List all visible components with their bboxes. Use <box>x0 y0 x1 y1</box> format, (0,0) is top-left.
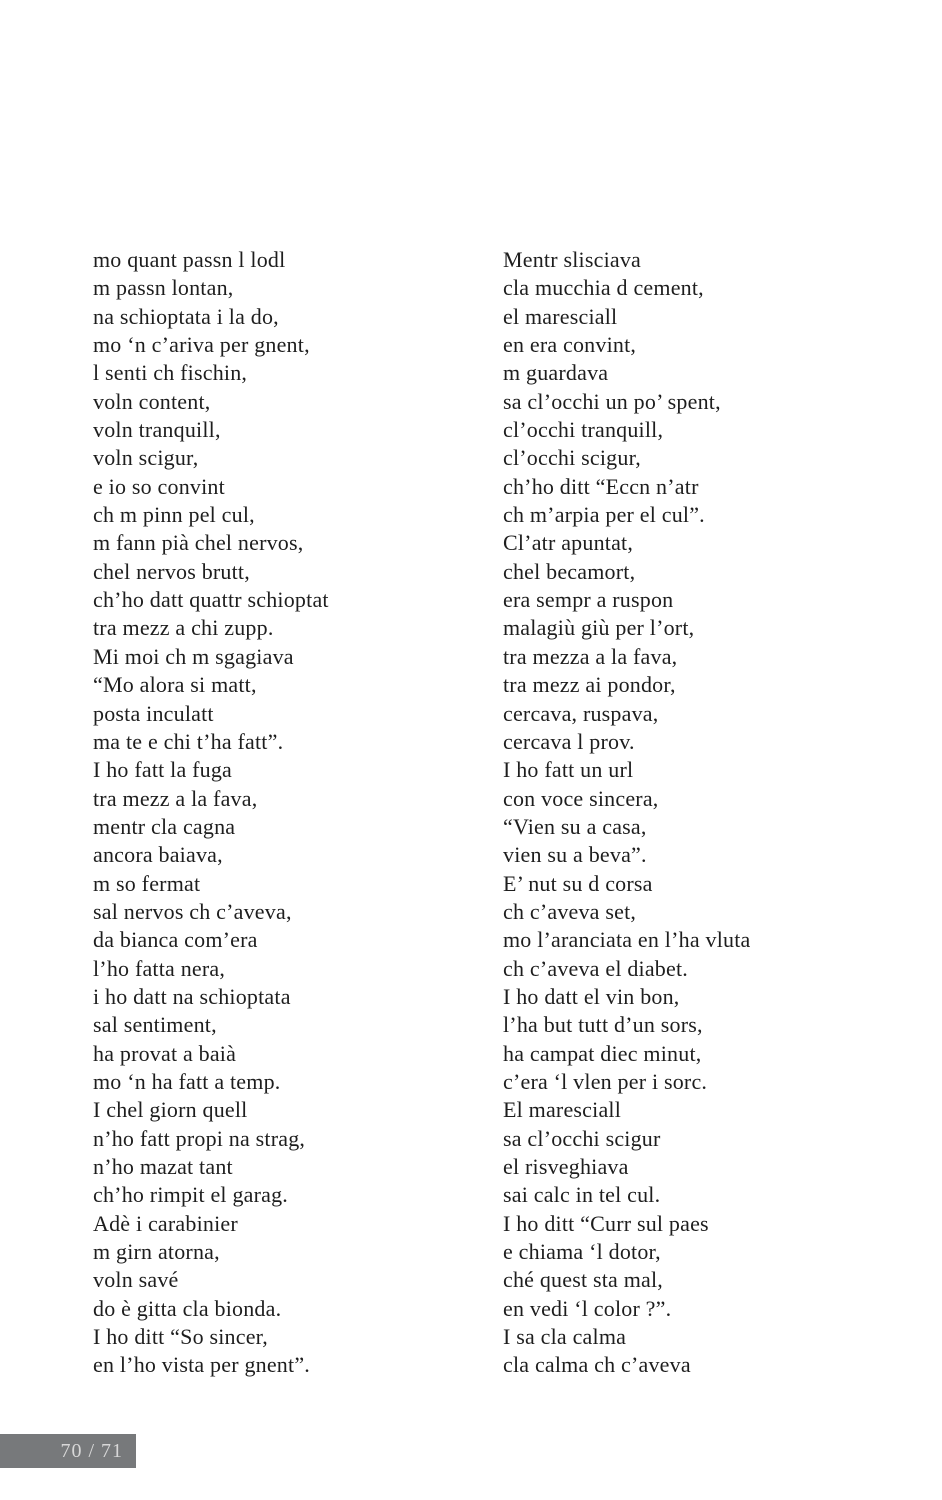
poem-line: ch c’aveva el diabet. <box>503 955 688 981</box>
page-number-box <box>0 1434 136 1468</box>
poem-line: sai calc in tel cul. <box>503 1182 661 1208</box>
poem-line: l’ha but tutt d’un sors, <box>503 1012 703 1038</box>
poem-line: chel becamort, <box>503 558 636 584</box>
poem-line: el risveghiava <box>503 1154 629 1179</box>
poem-line: ché quest sta mal, <box>503 1267 663 1293</box>
poem-line: mentr cla cagna <box>93 813 236 839</box>
poem-line: ch’ho ditt “Eccn n’atr <box>503 473 699 499</box>
poem-line: malagiù giù per l’ort, <box>503 615 695 641</box>
poem-line: voln savé <box>93 1267 179 1293</box>
poem-line: en l’ho vista per gnent”. <box>93 1352 310 1378</box>
poem-line: cl’occhi tranquill, <box>503 417 664 443</box>
poem-line: n’ho mazat tant <box>93 1154 233 1179</box>
poem-line: m passn lontan, <box>93 275 234 301</box>
poem-line: mo ‘n ha fatt a temp. <box>93 1068 281 1094</box>
poem-line: vien su a beva”. <box>503 842 647 868</box>
poem-line: sa cl’occhi scigur <box>503 1125 661 1151</box>
poem-line: cercava, ruspava, <box>503 700 659 726</box>
poem-line: posta inculatt <box>93 700 214 726</box>
poem-line: m fann pià chel nervos, <box>93 530 304 556</box>
poem-line: tra mezz a la fava, <box>93 785 258 811</box>
poem-line: E’ nut su d corsa <box>503 870 653 896</box>
poem-line: voln tranquill, <box>93 417 221 443</box>
poem-column-left <box>93 246 329 1380</box>
poem-line: chel nervos brutt, <box>93 558 250 584</box>
poem-line: ch m pinn pel cul, <box>93 502 255 528</box>
poem-line: I chel giorn quell <box>93 1097 248 1123</box>
poem-line: tra mezz a chi zupp. <box>93 615 274 641</box>
poem-line: tra mezza a la fava, <box>503 643 678 669</box>
poem-line: cl’occhi scigur, <box>503 445 641 471</box>
poem-line: m girn atorna, <box>93 1239 220 1265</box>
poem-line: mo ‘n c’ariva per gnent, <box>93 332 310 358</box>
poem-line: ch’ho rimpit el garag. <box>93 1182 288 1208</box>
poem-line: voln scigur, <box>93 445 199 471</box>
poem-line: Mentr slisciava <box>503 247 642 272</box>
poem-line: cla mucchia d cement, <box>503 275 704 301</box>
poem-line: tra mezz ai pondor, <box>503 672 676 698</box>
poem-line: cla calma ch c’aveva <box>503 1352 691 1378</box>
poem-line: Cl’atr apuntat, <box>503 530 634 556</box>
poem-line: Mi moi ch m sgagiava <box>93 643 294 669</box>
page-number-label: 70 / 71 <box>60 1439 123 1462</box>
poem-line: Adè i carabinier <box>93 1210 238 1236</box>
poem-line: ch’ho datt quattr schioptat <box>93 587 329 613</box>
poem-line: na schioptata i la do, <box>93 303 279 329</box>
poem-line: en vedi ‘l color ?”. <box>503 1295 672 1321</box>
poem-line: i ho datt na schioptata <box>93 983 291 1009</box>
poem-line: mo l’aranciata en l’ha vluta <box>503 927 751 953</box>
poem-line: ha campat diec minut, <box>503 1040 702 1066</box>
poem-line: ch c’aveva set, <box>503 898 637 924</box>
poem-line: ma te e chi t’ha fatt”. <box>93 728 284 754</box>
poem-line: sa cl’occhi un po’ spent, <box>503 388 721 414</box>
poem-line: I sa cla calma <box>503 1324 627 1350</box>
poem-line: ancora baiava, <box>93 842 223 868</box>
poem-line: I ho datt el vin bon, <box>503 983 680 1009</box>
poem-line: m so fermat <box>93 870 201 896</box>
poem-line: voln content, <box>93 388 211 414</box>
poem-line: l senti ch fischin, <box>93 360 248 386</box>
poem-line: “Vien su a casa, <box>503 813 647 839</box>
poem-line: I ho fatt la fuga <box>93 757 233 783</box>
poem-line: I ho fatt un url <box>503 757 634 783</box>
poem-line: l’ho fatta nera, <box>93 955 226 981</box>
poem-line: sal nervos ch c’aveva, <box>93 898 292 924</box>
poem-line: El maresciall <box>503 1097 622 1123</box>
poem-line: mo quant passn l lodl <box>93 247 286 272</box>
poem-line: e chiama ‘l dotor, <box>503 1239 661 1265</box>
poem-line: n’ho fatt propi na strag, <box>93 1125 306 1151</box>
poem-line: “Mo alora si matt, <box>93 672 257 698</box>
poem-line: con voce sincera, <box>503 785 659 811</box>
poem-line: e io so convint <box>93 473 225 499</box>
poem-line: en era convint, <box>503 332 637 358</box>
poem-line: I ho ditt “So sincer, <box>93 1324 269 1350</box>
poem-line: era sempr a ruspon <box>503 587 674 613</box>
poem-line: c’era ‘l vlen per i sorc. <box>503 1068 708 1094</box>
poem-line: da bianca com’era <box>93 927 258 953</box>
poem-line: m guardava <box>503 360 609 386</box>
poem-line: cercava l prov. <box>503 728 635 754</box>
poem-line: el maresciall <box>503 303 618 329</box>
poem-line: ha provat a baià <box>93 1040 237 1066</box>
poem-line: sal sentiment, <box>93 1012 217 1038</box>
poem-column-right <box>503 246 750 1380</box>
poem-line: ch m’arpia per el cul”. <box>503 502 705 528</box>
poem-line: do è gitta cla bionda. <box>93 1295 282 1321</box>
poem-line: I ho ditt “Curr sul paes <box>503 1210 709 1236</box>
